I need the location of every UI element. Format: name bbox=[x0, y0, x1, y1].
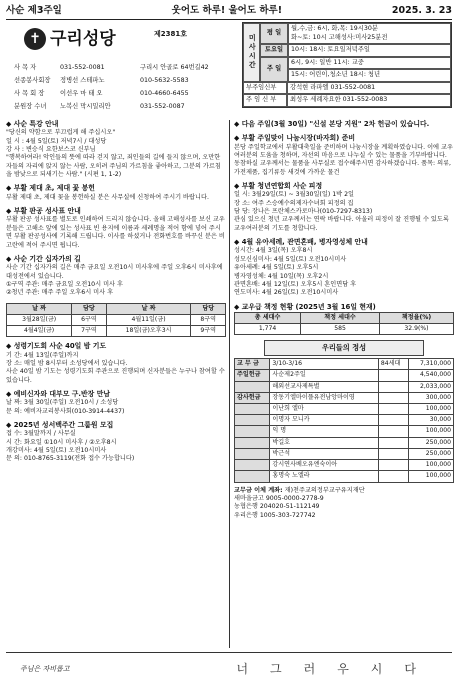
offering-row bbox=[235, 415, 454, 426]
offering-cell bbox=[235, 460, 270, 471]
accounts-holder: 재)천주교의정부교구유지재단 bbox=[284, 486, 365, 494]
footer-right: 너그러우시다 bbox=[236, 662, 438, 677]
staff-name: 노복신 막시밀리안 bbox=[60, 103, 111, 111]
top-left: 사순 제3주일 bbox=[6, 5, 62, 17]
mass-value: 6시, 9시: 일반 11시: 교중 bbox=[288, 57, 451, 70]
notice-line: 유아세례: 4월 5일(토) 오후5시 bbox=[234, 264, 319, 272]
notice-line: "당신의 약함으로 부끄럽게 해 주십시오" bbox=[6, 129, 116, 137]
table-cell: 18일(금)오후3시 bbox=[106, 326, 191, 337]
notice-section bbox=[234, 120, 454, 129]
offering-cell bbox=[378, 392, 408, 403]
staff-contact: 구리시 안골로 64번길42 bbox=[140, 64, 209, 72]
account-line: 우리은행 1005-303-727742 bbox=[234, 511, 316, 519]
offering-row bbox=[235, 448, 454, 459]
notice-title: ◆ 사순 기간 십자가의 길 bbox=[6, 255, 226, 264]
offering-table bbox=[234, 358, 454, 482]
offering-row bbox=[235, 426, 454, 437]
offering-cell bbox=[235, 448, 270, 459]
offering-cell: 300,000 bbox=[409, 392, 454, 403]
notice-section bbox=[6, 342, 226, 385]
mass-value: 월,수,금: 6시, 화,목: 19시30분 화~토: 10시 고해성사:미사25분전 bbox=[288, 23, 451, 44]
offering-cell: 84세대 bbox=[378, 359, 408, 370]
offering-row bbox=[235, 403, 454, 414]
cross-table bbox=[6, 303, 226, 338]
top-center: 웃어도 하루! 울어도 하루! bbox=[171, 5, 283, 17]
notice-section bbox=[6, 120, 226, 179]
offering-cell bbox=[235, 415, 270, 426]
notice-section bbox=[6, 390, 226, 416]
notice-section bbox=[234, 182, 454, 233]
notice-line: 연도미사: 4월 26일(토) 오전10시미사 bbox=[234, 289, 339, 297]
account-line: 농협은행 204020-51-112149 bbox=[234, 503, 320, 511]
notice-line: 장 소: 매일 밤 8시부터 소성당에서 있습니다. bbox=[6, 359, 128, 367]
table-cell: 3월28일(금) bbox=[7, 314, 72, 325]
mass-label: 주 일 bbox=[260, 57, 288, 82]
table-row bbox=[7, 314, 226, 325]
table-cell: 4월11일(금) bbox=[106, 314, 191, 325]
offering-cell bbox=[378, 381, 408, 392]
table-row bbox=[7, 326, 226, 337]
offering-row bbox=[235, 381, 454, 392]
table-cell: 4월4일(금) bbox=[7, 326, 72, 337]
table-header: 총 세대수 bbox=[235, 312, 301, 323]
notice-title: ◆ 부활 청년연합회 사순 피정 bbox=[234, 182, 454, 191]
notice-title: ◆ 4월 유아세례, 관면혼배, 병자영성체 안내 bbox=[234, 238, 454, 247]
mass-value: 15시: 어린이,청소년 18시: 청년 bbox=[288, 69, 451, 82]
notice-section bbox=[6, 255, 226, 298]
offering-cell bbox=[235, 381, 270, 392]
staff-row bbox=[14, 62, 242, 75]
notice-line: 문 의: 010-8765-3119(전화 접수 가능합니다) bbox=[6, 455, 135, 463]
offering-cell bbox=[378, 426, 408, 437]
church-logo bbox=[24, 28, 116, 51]
notice-line: 접 수: 3월말까지 / 사무실 bbox=[6, 430, 76, 438]
offering-cell bbox=[378, 370, 408, 381]
pastor-role: 부주임신부 bbox=[243, 82, 287, 95]
footer bbox=[6, 652, 452, 686]
offering-cell: 익 명 bbox=[270, 426, 378, 437]
offering-cell: 3/10-3/16 bbox=[270, 359, 378, 370]
table-header: 책정 세대수 bbox=[301, 312, 380, 323]
offering-row bbox=[235, 370, 454, 381]
offering-cell: 250,000 bbox=[409, 448, 454, 459]
offering-cell: 교 무 금 bbox=[235, 359, 270, 370]
staff-list bbox=[14, 62, 242, 114]
notice-line: 병자영성체: 4월 10일(목) 오후2시 bbox=[234, 272, 329, 280]
offering-cell: 강시연사베오유엔숙이아 bbox=[270, 460, 378, 471]
staff-role: 사 목 회 장 bbox=[14, 90, 45, 98]
right-column bbox=[234, 120, 454, 525]
notice-line: 개강미사: 4월 5일(토) 오전10시미사 bbox=[6, 447, 107, 455]
offering-cell bbox=[378, 437, 408, 448]
offering-row bbox=[235, 460, 454, 471]
notice-line: 문 의: 예비자교리봉사회(010-3914-4437) bbox=[6, 407, 125, 415]
mass-label: 토요일 bbox=[260, 44, 288, 57]
notice-line: 담 당: 장나은 프란체스카로마나(010-7297-8313) bbox=[234, 208, 373, 216]
notice-line: 장 소: 여주 스승예수의제자수녀회 피정의 집 bbox=[234, 199, 354, 207]
notice-title: ◆ 다음 주일(3월 30일) "신설 본당 지원" 2차 헌금이 있습니다. bbox=[234, 120, 454, 129]
offering-cell bbox=[378, 415, 408, 426]
staff-role: 선종봉사회장 bbox=[14, 77, 51, 85]
table-header: 담당 bbox=[72, 303, 106, 314]
staff-name: 이선우 마 태 오 bbox=[60, 90, 103, 98]
notice-line: 시 간: 화요일 ①10시 미사후 / ②오후8시 bbox=[6, 438, 117, 446]
census-table bbox=[234, 312, 454, 335]
table-header: 날 짜 bbox=[106, 303, 191, 314]
notice-line: 일 시 : 4월 5일(토) 저녁7시 / 대성당 bbox=[6, 137, 107, 145]
offering-row bbox=[235, 359, 454, 370]
table-header: 책정율(%) bbox=[379, 312, 453, 323]
offering-cell: 장동기엘마이플유전남앙마이영 bbox=[270, 392, 378, 403]
staff-row bbox=[14, 101, 242, 114]
notice-section bbox=[6, 207, 226, 250]
account-line: 새마을금고 9005-0000-2778-9 bbox=[234, 494, 324, 502]
notice-section bbox=[234, 134, 454, 177]
notice-title: ◆ 부활 판공 성사표 안내 bbox=[6, 207, 226, 216]
notice-line: 날 짜: 3월 30일(주일) 오전10시 / 소성당 bbox=[6, 399, 119, 407]
staff-name: 031-552-0081 bbox=[60, 64, 105, 72]
staff-role: 분원장 수녀 bbox=[14, 103, 47, 111]
offering-cell: 이명자 모니카 bbox=[270, 415, 378, 426]
table-cell: 6구역 bbox=[72, 314, 106, 325]
offering-row bbox=[235, 437, 454, 448]
offering-cell bbox=[378, 471, 408, 482]
notice-line: 사순 40일 밤 기도는 성령기도회 주관으로 진행되며 신자분들은 누구나 참여할 수 있습니다. bbox=[6, 368, 225, 384]
census-section bbox=[234, 303, 454, 336]
offering-cell: 사순제2주일 bbox=[270, 370, 378, 381]
notice-line: 기 간: 4월 13일(주일)까지 bbox=[6, 351, 79, 359]
offering-row bbox=[235, 471, 454, 482]
staff-role: 사 목 자 bbox=[14, 64, 37, 72]
notice-section bbox=[6, 421, 226, 464]
notice-line: ②청년 주관: 매주 주일 오후6시 미사 후 bbox=[6, 289, 114, 297]
notice-title: ◆ 성령기도회 사순 40일 밤 기도 bbox=[6, 342, 226, 351]
header bbox=[6, 22, 452, 118]
pastor-table bbox=[243, 82, 451, 107]
notice-line: 관심 있으신 청년 교우께서는 연락 바랍니다. 아울러 피정이 잘 진행될 수 있도록 교우여러분의 기도를 청합니다. bbox=[234, 216, 449, 232]
issue-number: 제2381호 bbox=[154, 30, 188, 38]
notice-line: 강 사 : 변승식 요한보스코 신부님 bbox=[6, 146, 96, 154]
offering-cell: 4,540,000 bbox=[409, 370, 454, 381]
table-cell: 9구역 bbox=[191, 326, 226, 337]
table-header: 날 짜 bbox=[7, 303, 72, 314]
staff-contact: 010-5632-5583 bbox=[140, 77, 189, 85]
cross-icon: ✝ bbox=[24, 28, 46, 50]
offering-cell: 250,000 bbox=[409, 437, 454, 448]
notice-line: ①구역 주관: 매주 금요일 오전10시 미사 후 bbox=[6, 280, 123, 288]
left-column bbox=[6, 120, 226, 469]
table-cell: 585 bbox=[301, 324, 380, 335]
notice-line: 부활 제대 초, 제대 꽃을 봉헌하실 분은 사무실에 신청하여 주시기 바랍니다. bbox=[6, 193, 209, 201]
notice-title: ◆ 예비신자와 대부모 구.반장 만남 bbox=[6, 390, 226, 399]
notice-line: 부활 판공 성사표를 별도로 인쇄하여 드리지 않습니다. 올해 고해성사를 보신 교우분들은 고해소 앞에 있는 성사표 빈 용지에 이름과 세례명을 적어 함에 넣어 주시면 부활 판공성사에 기록해 드립니다. 이사를 하셨거나 전화번호를 바꾸신 분은 비고란에 적어 주시면 됩니다. bbox=[6, 216, 225, 249]
offering-cell bbox=[235, 471, 270, 482]
table-row bbox=[235, 324, 454, 335]
notice-section bbox=[6, 184, 226, 202]
staff-row bbox=[14, 75, 242, 88]
offering-cell: 2,033,000 bbox=[409, 381, 454, 392]
offering-row bbox=[235, 392, 454, 403]
notice-section bbox=[234, 238, 454, 297]
top-date: 2025. 3. 23 bbox=[391, 5, 452, 17]
notice-title: ◆ 부활 제대 초, 제대 꽃 봉헌 bbox=[6, 184, 226, 193]
mass-label: 평 일 bbox=[260, 23, 288, 44]
notice-line: 본당 주일학교에서 부활대축일을 준비하며 나눔시장을 계획하였습니다. 이에 교우여러분의 도움을 청하며, 자선의 마음으로 나누실 수 있는 물품을 기부바랍니다. 동참하실 교우께서는 물품을 사무실로 접수해주시면 감사하겠습니다. 품목: 의류, 가전제품, 집기류등 새것에 가까운 물건 bbox=[234, 143, 453, 176]
offering-cell: 박길호 bbox=[270, 437, 378, 448]
offering-cell bbox=[235, 403, 270, 414]
accounts-title: 교무금 이체 계좌: bbox=[234, 486, 283, 494]
staff-contact: 010-4660-6455 bbox=[140, 90, 189, 98]
staff-row bbox=[14, 88, 242, 101]
footer-left: 주님은 자비롭고 bbox=[20, 664, 70, 673]
mass-value: 10시: 18시: 토요일저녁주일 bbox=[288, 44, 451, 57]
offering-cell: 이난희 엘마 bbox=[270, 403, 378, 414]
offering-cell: 100,000 bbox=[409, 460, 454, 471]
pastor-name: 최성우 세례자요한 031-552-0083 bbox=[287, 94, 451, 107]
offering-cell: 100,000 bbox=[409, 426, 454, 437]
offering-cell: 박근석 bbox=[270, 448, 378, 459]
offering-cell bbox=[378, 448, 408, 459]
offering-cell bbox=[235, 437, 270, 448]
table-header: 담당 bbox=[191, 303, 226, 314]
notice-line: 성모신심미사: 4월 5일(토) 오전10시미사 bbox=[234, 255, 347, 263]
table-cell: 32.9(%) bbox=[379, 324, 453, 335]
mass-side-label: 미사시간 bbox=[243, 23, 260, 82]
top-bar bbox=[6, 4, 452, 20]
church-name: 구리성당 bbox=[50, 29, 116, 49]
offering-cell: 100,000 bbox=[409, 471, 454, 482]
staff-contact: 031-552-0087 bbox=[140, 103, 185, 111]
offering-cell: 감사헌금 bbox=[235, 392, 270, 403]
accounts-section bbox=[234, 487, 454, 520]
notice-line: 성시간: 4월 3일(목) 오후8시 bbox=[234, 247, 313, 255]
notice-title: ◆ 부활 주일맞이 나눔시장(바자회) 준비 bbox=[234, 134, 454, 143]
offering-title: 우리들의 정성 bbox=[264, 340, 424, 356]
census-title: ◆ 교우급 책정 현황 (2025년 3월 16일 현재) bbox=[234, 303, 454, 312]
notice-line: 일 시: 3월29일(토) ~ 3월30일(일) 1박 2일 bbox=[234, 191, 354, 199]
mass-times bbox=[242, 22, 452, 108]
table-cell: 8구역 bbox=[191, 314, 226, 325]
pastor-name: 강석현 라파엘 031-552-0081 bbox=[287, 82, 451, 95]
notice-title: ◆ 2025년 성서백주간 그룹원 모집 bbox=[6, 421, 226, 430]
offering-cell bbox=[378, 403, 408, 414]
notice-line: "행복하여라! 악인들의 뜻에 따라 걷지 않고, 죄인들의 길에 들지 않으며, 오만한 자들의 자리에 앉지 않는 사람, 오히려 주님의 가르침을 좋아하고, 그분의 가르침을 밤낮으로 되새기는 사람." (시편 1, 1-2) bbox=[6, 154, 221, 179]
table-cell: 1,774 bbox=[235, 324, 301, 335]
offering-cell: 주일헌금 bbox=[235, 370, 270, 381]
offering-cell: 해외선교사제특별 bbox=[270, 381, 378, 392]
notice-line: 관면혼배: 4월 12일(토) 오후5시 혼인면담 후 bbox=[234, 280, 357, 288]
table-cell: 7구역 bbox=[72, 326, 106, 337]
offering-cell: 30,000 bbox=[409, 415, 454, 426]
offering-cell: 7,310,000 bbox=[409, 359, 454, 370]
notice-line: 사순 기간 십자가의 길은 매주 금요일 오전10시 미사후에 주일 오후6시 미사후에 대성전에서 있습니다. bbox=[6, 264, 223, 280]
offering-cell bbox=[378, 460, 408, 471]
staff-name: 정병선 스테파노 bbox=[60, 77, 105, 85]
notice-title: ◆ 사순 특강 안내 bbox=[6, 120, 226, 129]
offering-cell: 홍명숙 노엘라 bbox=[270, 471, 378, 482]
pastor-role: 주 임 신 부 bbox=[243, 94, 287, 107]
offering-cell: 100,000 bbox=[409, 403, 454, 414]
column-divider bbox=[229, 120, 230, 648]
offering-cell bbox=[235, 426, 270, 437]
